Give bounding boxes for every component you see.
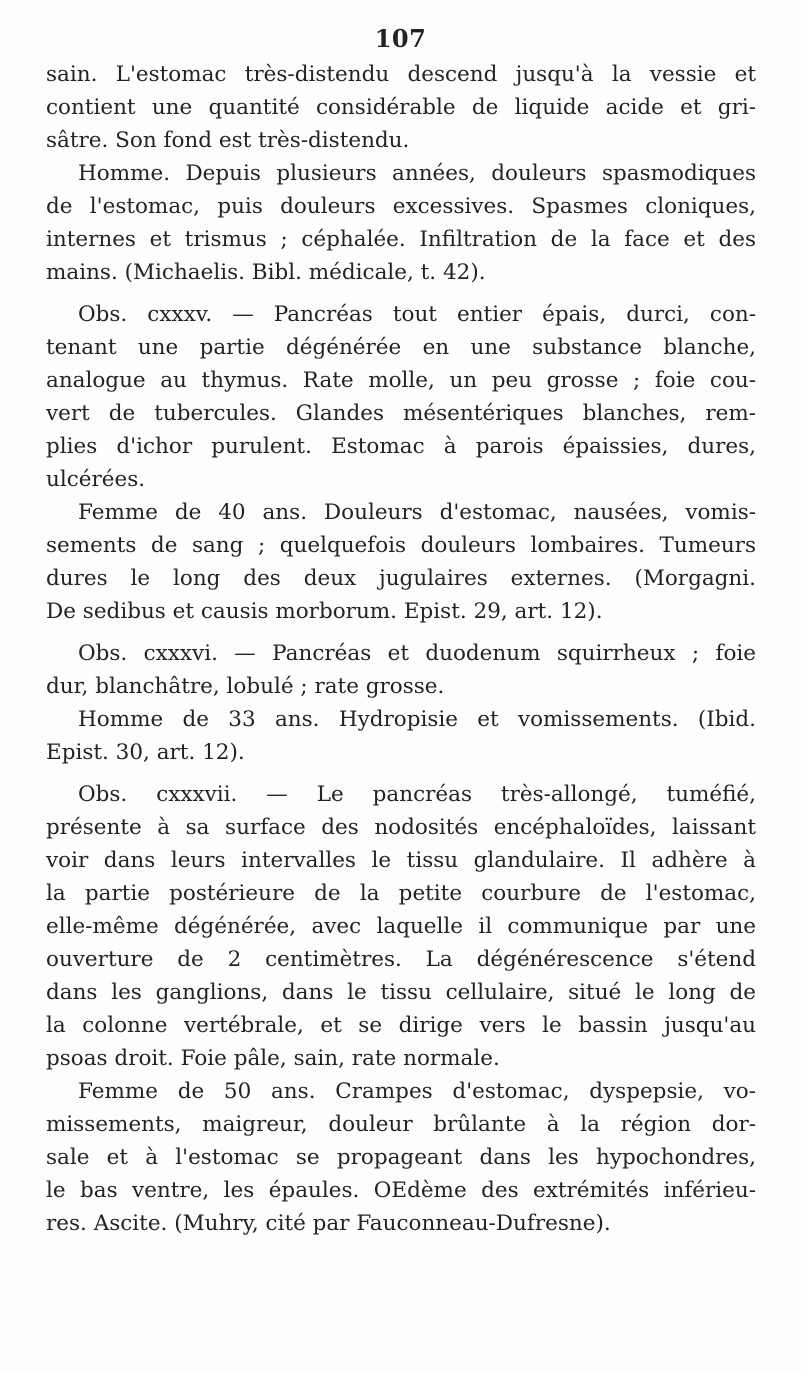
text-line: sements de sang ; quelquefois douleurs lombaires. Tumeurs [46,533,756,558]
text-line: res. Ascite. (Muhry, cité par Fauconneau-Dufresne). [46,1211,611,1236]
text-line: présente à sa surface des nodosités encéphaloïdes, laissant [46,815,756,840]
text-line: la colonne vertébrale, et se dirige vers le bassin jusqu'au [46,1013,756,1038]
paragraph [46,298,756,496]
page-body [46,58,756,1240]
text-line: plies d'ichor purulent. Estomac à parois épaissies, dures, [46,434,756,459]
text-line: ulcérées. [46,467,146,492]
paragraph [46,157,756,289]
text-line: Obs. cxxxvi. — Pancréas et duodenum squirrheux ; foie [78,641,756,666]
text-line: la partie postérieure de la petite courbure de l'estomac, [46,881,756,906]
text-line: voir dans leurs intervalles le tissu glandulaire. Il adhère à [46,848,756,873]
text-line: Obs. cxxxv. — Pancréas tout entier épais, durci, con- [78,302,756,327]
paragraph [46,637,756,703]
text-line: Femme de 40 ans. Douleurs d'estomac, nausées, vomis- [78,500,756,525]
text-line: elle-même dégénérée, avec laquelle il communique par une [46,914,756,939]
text-line: Obs. cxxxvii. — Le pancréas très-allongé, tuméfié, [78,782,756,807]
text-line: analogue au thymus. Rate molle, un peu grosse ; foie cou- [46,368,756,393]
text-line: Femme de 50 ans. Crampes d'estomac, dyspepsie, vo- [78,1079,756,1104]
text-line: mains. (Michaelis. Bibl. médicale, t. 42). [46,260,486,285]
text-line: sale et à l'estomac se propageant dans les hypochondres, [46,1145,756,1170]
text-line: Epist. 30, art. 12). [46,740,245,765]
text-line: sâtre. Son fond est très-distendu. [46,128,410,153]
paragraph [46,778,756,1075]
text-line: internes et trismus ; céphalée. Infiltration de la face et des [46,227,756,252]
text-line: vert de tubercules. Glandes mésentériques blanches, rem- [46,401,756,426]
text-line: De sedibus et causis morborum. Epist. 29, art. 12). [46,599,603,624]
text-line: psoas droit. Foie pâle, sain, rate normale. [46,1046,500,1071]
text-line: Homme de 33 ans. Hydropisie et vomissements. (Ibid. [78,707,756,732]
text-line: Homme. Depuis plusieurs années, douleurs spasmodiques [78,161,756,186]
paragraph [46,703,756,769]
text-line: sain. L'estomac très-distendu descend jusqu'à la vessie et [46,62,756,87]
text-line: contient une quantité considérable de liquide acide et gri- [46,95,756,120]
text-line: missements, maigreur, douleur brûlante à la région dor- [46,1112,756,1137]
text-line: dans les ganglions, dans le tissu cellulaire, situé le long de [46,980,756,1005]
page-number: 107 [374,24,427,53]
text-line: ouverture de 2 centimètres. La dégénérescence s'étend [46,947,756,972]
paragraph [46,58,756,157]
text-line: le bas ventre, les épaules. OEdème des extrémités inférieu- [46,1178,756,1203]
text-line: dur, blanchâtre, lobulé ; rate grosse. [46,674,445,699]
text-line: de l'estomac, puis douleurs excessives. Spasmes cloniques, [46,194,756,219]
text-line: dures le long des deux jugulaires externes. (Morgagni. [46,566,756,591]
paragraph [46,496,756,628]
paragraph [46,1075,756,1240]
text-line: tenant une partie dégénérée en une substance blanche, [46,335,756,360]
